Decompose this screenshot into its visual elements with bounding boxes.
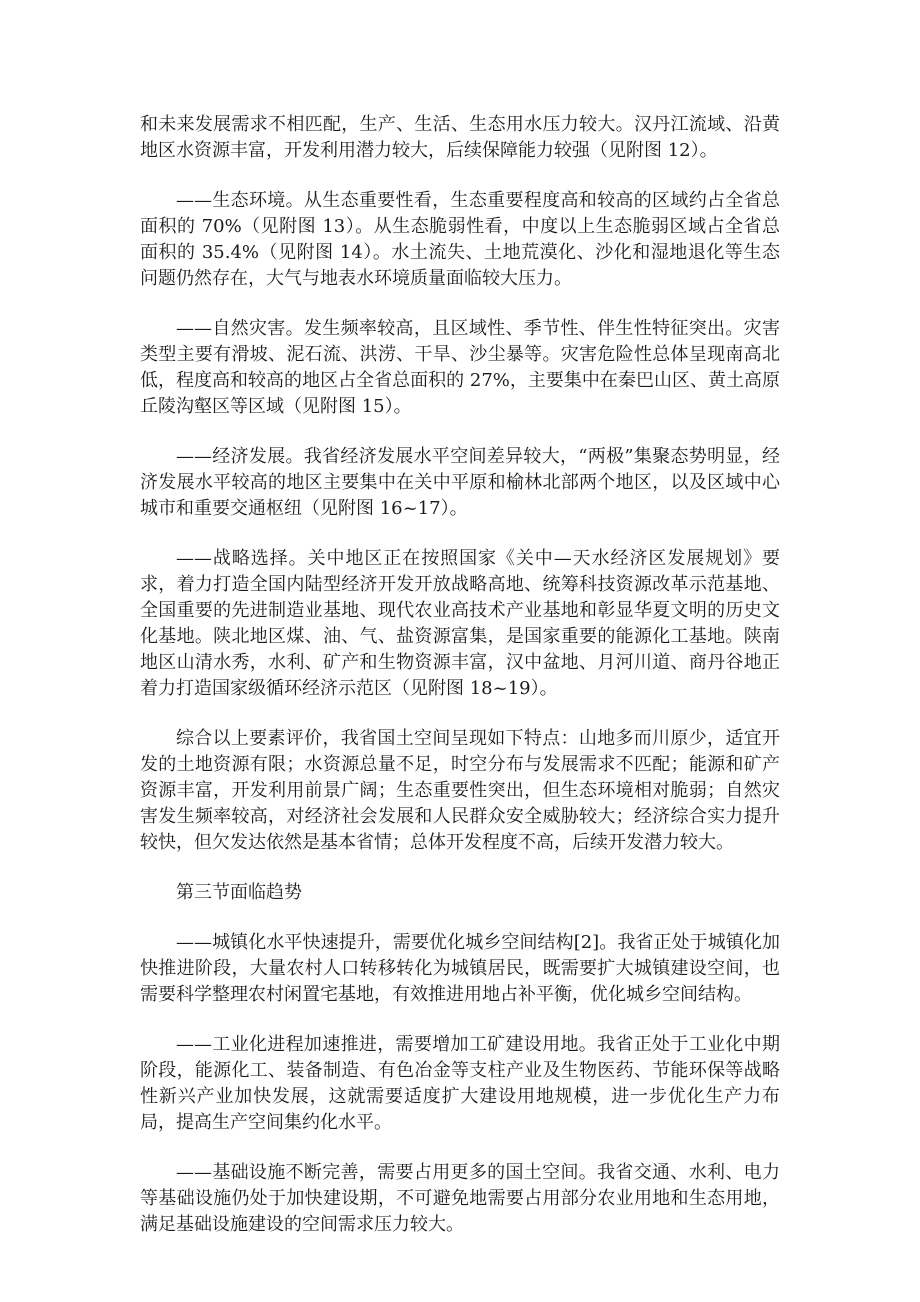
paragraph-economic-development: ——经济发展。我省经济发展水平空间差异较大，“两极”集聚态势明显，经济发展水平较高的地区主要集中在关中平原和榆林北部两个地区，以及区域中心城市和重要交通枢纽（见附图 16~17）。 xyxy=(140,446,780,519)
paragraph-natural-disasters: ——自然灾害。发生频率较高，且区域性、季节性、伴生性特征突出。灾害类型主要有滑坡、泥石流、洪涝、干旱、沙尘暴等。灾害危险性总体呈现南高北低，程度高和较高的地区占全省总面积的 27%，主要集中在秦巴山区、黄土高原丘陵沟壑区等区域（见附图 15）。 xyxy=(140,318,780,417)
paragraph-ecological-environment: ——生态环境。从生态重要性看，生态重要程度高和较高的区域约占全省总面积的 70%（见附图 13）。从生态脆弱性看，中度以上生态脆弱区域占全省总面积的 35.4%（见附图 14）。水土流失、土地荒漠化、沙化和湿地退化等生态问题仍然存在，大气与地表水环境质量面临较大压力。 xyxy=(140,190,780,289)
paragraph-strategic-choice: ——战略选择。关中地区正在按照国家《关中—天水经济区发展规划》要求，着力打造全国内陆型经济开发开放战略高地、统筹科技资源改革示范基地、全国重要的先进制造业基地、现代农业高技术产业基地和彰显华夏文明的历史文化基地。陕北地区煤、油、气、盐资源富集，是国家重要的能源化工基地。陕南地区山清水秀，水利、矿产和生物资源丰富，汉中盆地、月河川道、商丹谷地正着力打造国家级循环经济示范区（见附图 18~19）。 xyxy=(140,548,780,699)
paragraph-urbanization: ——城镇化水平快速提升，需要优化城乡空间结构[2]。我省正处于城镇化加快推进阶段，大量农村人口转移转化为城镇居民，既需要扩大城镇建设空间，也需要科学整理农村闲置宅基地，有效推进用地占补平衡，优化城乡空间结构。 xyxy=(140,932,780,1005)
paragraph-infrastructure: ——基础设施不断完善，需要占用更多的国土空间。我省交通、水利、电力等基础设施仍处于加快建设期，不可避免地需要占用部分农业用地和生态用地，满足基础设施建设的空间需求压力较大。 xyxy=(140,1162,780,1235)
paragraph-summary: 综合以上要素评价，我省国土空间呈现如下特点：山地多而川原少，适宜开发的土地资源有限；水资源总量不足，时空分布与发展需求不匹配；能源和矿产资源丰富，开发利用前景广阔；生态重要性突出，但生态环境相对脆弱；自然灾害发生频率较高，对经济社会发展和人民群众安全威胁较大；经济综合实力提升较快，但欠发达依然是基本省情；总体开发程度不高，后续开发潜力较大。 xyxy=(140,728,780,853)
section-heading: 第三节面临趋势 xyxy=(176,882,302,903)
paragraph-water-resources: 和未来发展需求不相匹配，生产、生活、生态用水压力较大。汉丹江流域、沿黄地区水资源丰富，开发利用潜力较大，后续保障能力较强（见附图 12）。 xyxy=(140,114,780,161)
document-page xyxy=(140,112,780,1262)
paragraph-industrialization: ——工业化进程加速推进，需要增加工矿建设用地。我省正处于工业化中期阶段，能源化工、装备制造、有色冶金等支柱产业及生物医药、节能环保等战略性新兴产业加快发展，这就需要适度扩大建设用地规模，进一步优化生产力布局，提高生产空间集约化水平。 xyxy=(140,1034,780,1133)
